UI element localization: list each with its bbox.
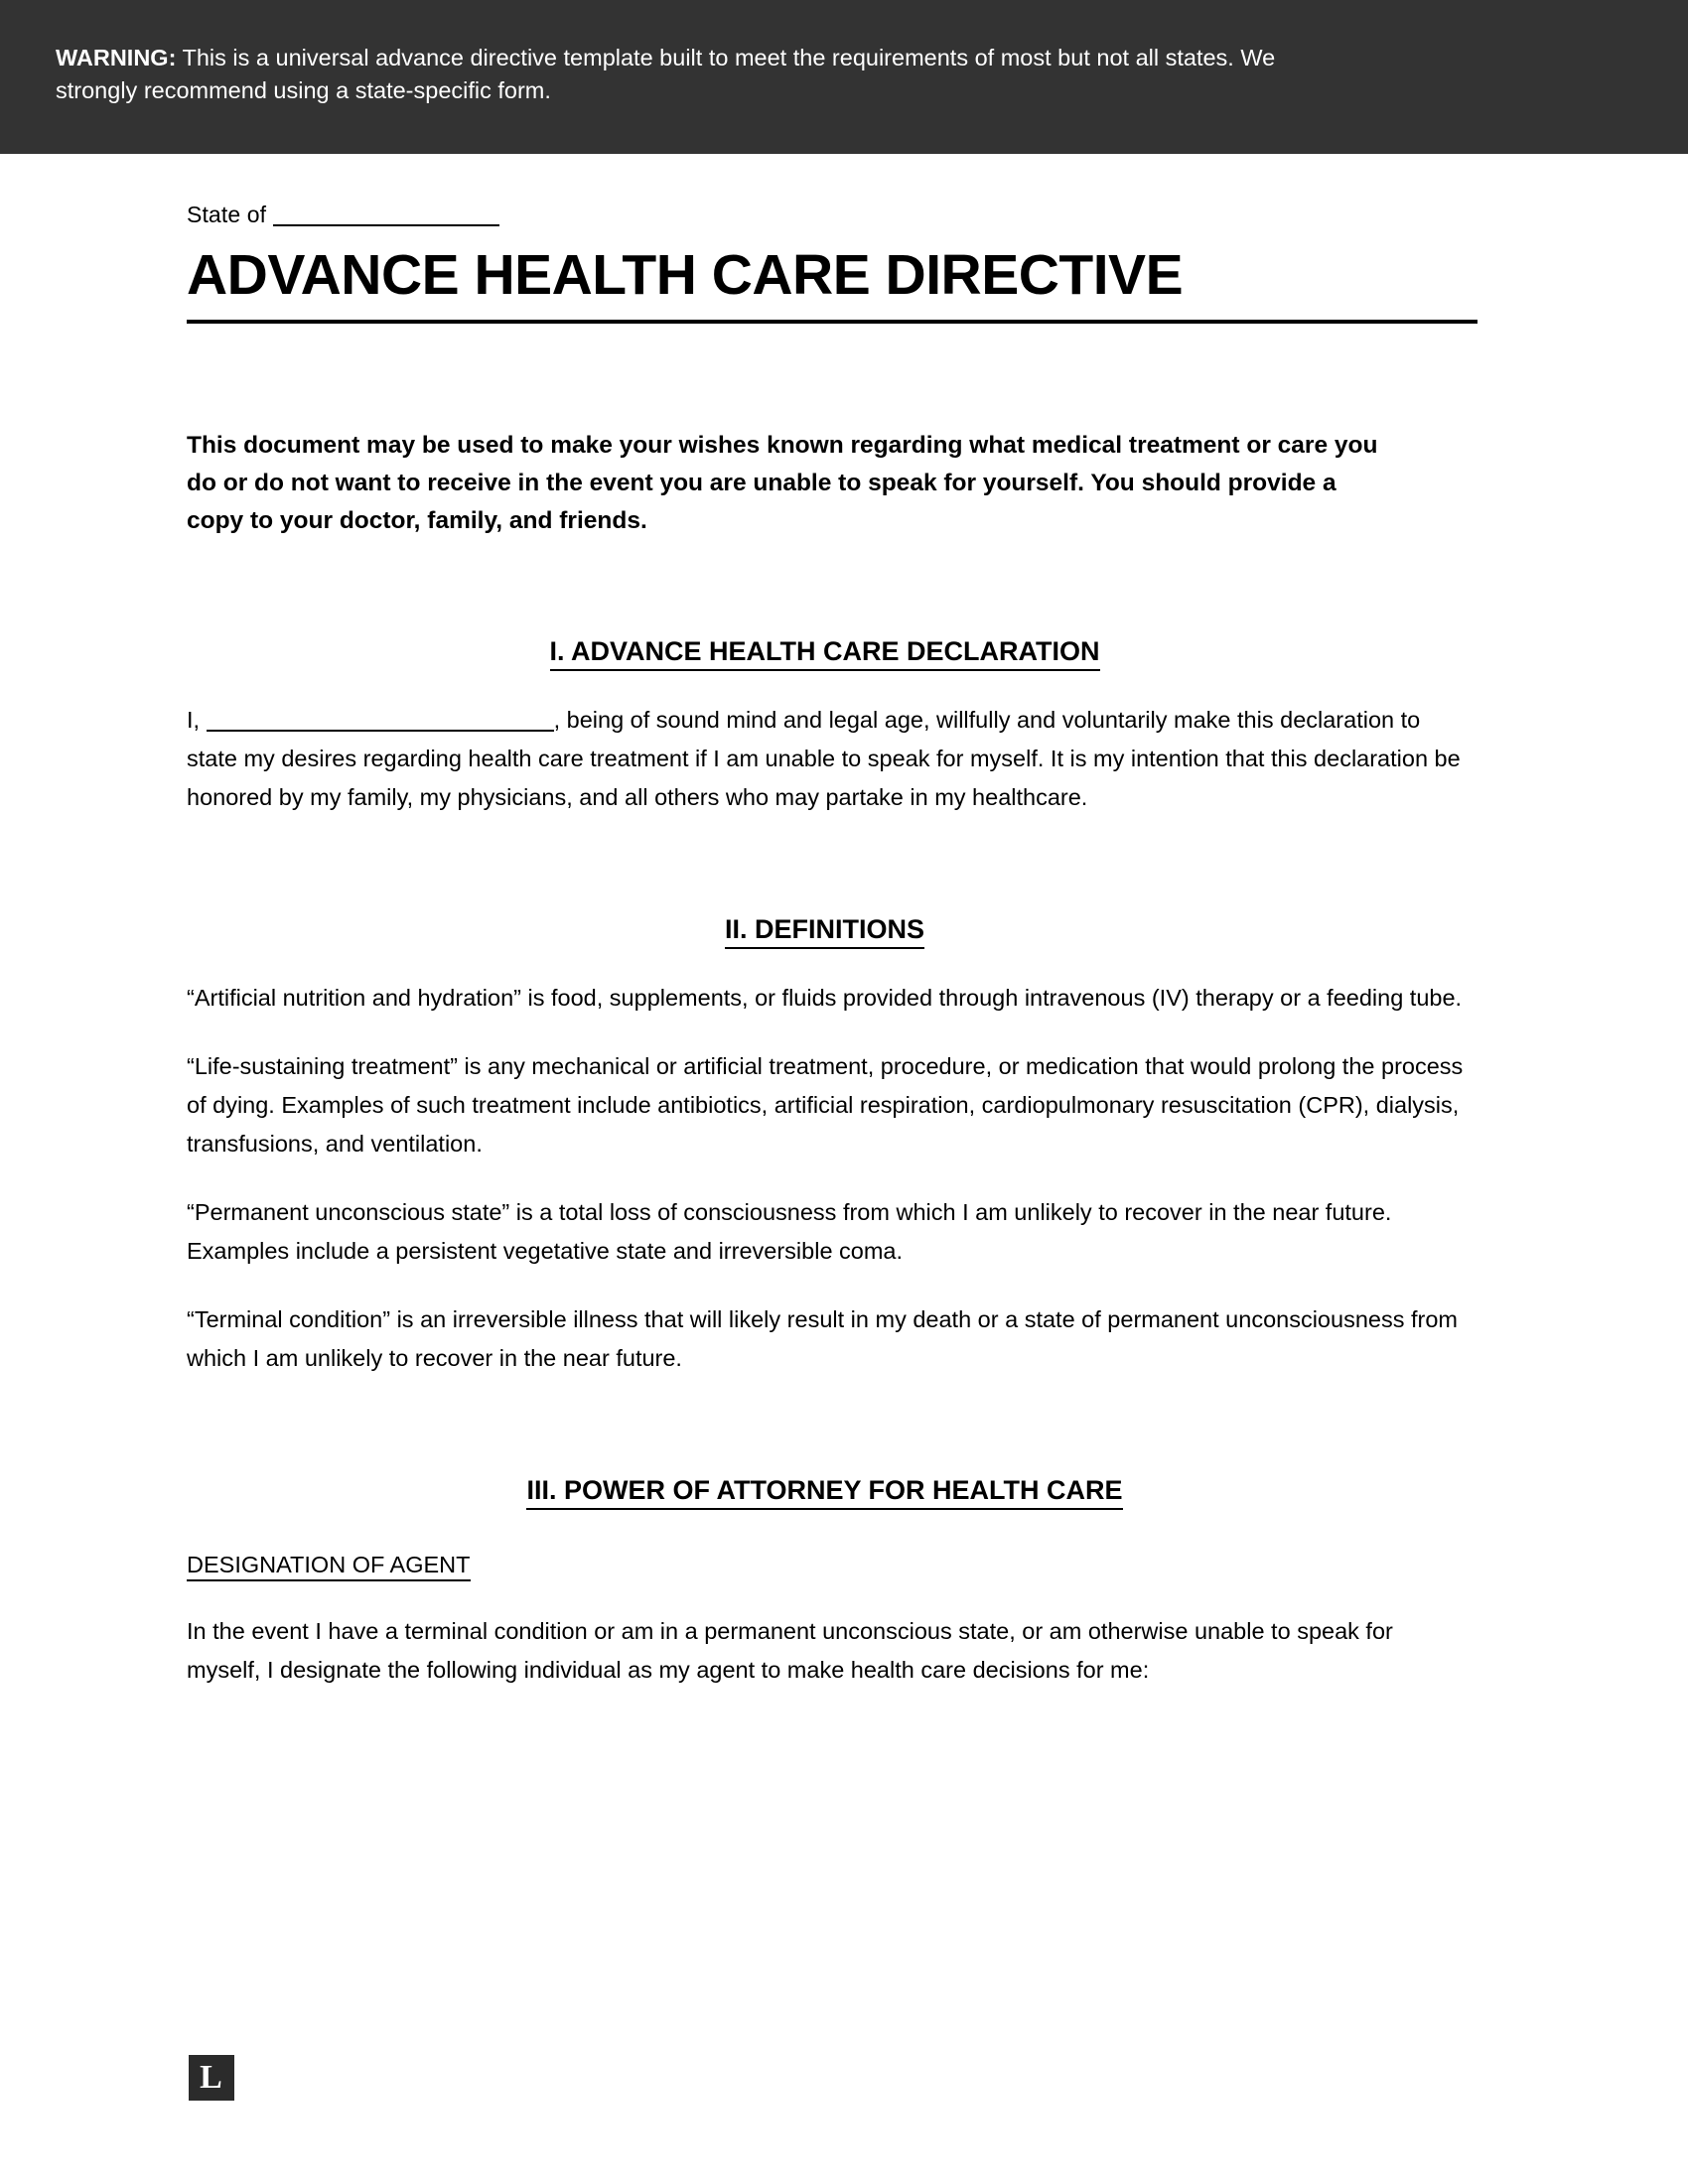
definition-item: “Life-sustaining treatment” is any mechanical or artificial treatment, procedure, or medication that would prolong the process of dying. Examples of such treatment include antibiotics, artificial respiration, cardiopulmonary resuscitation (CPR), dialysis, transfusions, and ventilation. — [187, 1053, 1464, 1158]
warning-body: This is a universal advance directive template built to meet the requirements of most but not all states. We strongly recommend using a state-specific form. — [56, 45, 1276, 104]
declaration-paragraph — [187, 701, 1473, 817]
section-heading-definitions — [187, 914, 1463, 945]
warning-label: WARNING: — [56, 45, 177, 70]
state-of-label: State of — [187, 201, 267, 227]
section-heading-power-of-attorney — [187, 1475, 1463, 1506]
definition-item: “Artificial nutrition and hydration” is food, supplements, or fluids provided through intravenous (IV) therapy or a feeding tube. — [187, 985, 1463, 1012]
subheading-designation-of-agent — [187, 1552, 1489, 1578]
warning-text — [56, 42, 1336, 108]
section-heading-declaration-text: I. ADVANCE HEALTH CARE DECLARATION — [550, 636, 1100, 671]
page-title: ADVANCE HEALTH CARE DIRECTIVE — [187, 246, 1477, 324]
document-body — [0, 202, 1688, 1691]
declaration-lead: I, — [187, 707, 207, 734]
subheading-designation-of-agent-text: DESIGNATION OF AGENT — [187, 1552, 471, 1581]
declarant-name-input[interactable] — [207, 730, 554, 732]
section-heading-definitions-text: II. DEFINITIONS — [725, 914, 924, 949]
declaration-rest: , being of sound mind and legal age, willfully and voluntarily make this declaration to state my desires regarding health care treatment if I am unable to speak for myself. It is my intention that this declaration be honored by my family, my physicians, and all others who may partake in my healthcare. — [187, 707, 1461, 811]
definition-item: “Permanent unconscious state” is a total loss of consciousness from which I am unlikely to recover in the near future. Examples include a persistent vegetative state and irreversible coma. — [187, 1199, 1392, 1265]
brand-logo-icon — [189, 2055, 234, 2101]
section-heading-power-of-attorney-text: III. POWER OF ATTORNEY FOR HEALTH CARE — [526, 1475, 1122, 1510]
section-heading-declaration — [187, 636, 1463, 667]
definition-item: “Terminal condition” is an irreversible illness that will likely result in my death or a state of permanent unconsciousness from which I am unlikely to recover in the near future. — [187, 1306, 1458, 1372]
warning-banner — [0, 0, 1688, 154]
document-intro: This document may be used to make your wishes known regarding what medical treatment or care you do or do not want to receive in the event you are unable to speak for yourself. You should provide a copy to your doctor, family, and friends. — [187, 431, 1378, 534]
state-of-line — [187, 202, 1489, 228]
state-of-input[interactable] — [273, 224, 499, 226]
designation-paragraph: In the event I have a terminal condition or am in a permanent unconscious state, or am otherwise unable to speak for myself, I designate the following individual as my agent to make health care decisions for me: — [187, 1618, 1393, 1684]
brand-logo-glyph: L — [200, 2059, 223, 2096]
